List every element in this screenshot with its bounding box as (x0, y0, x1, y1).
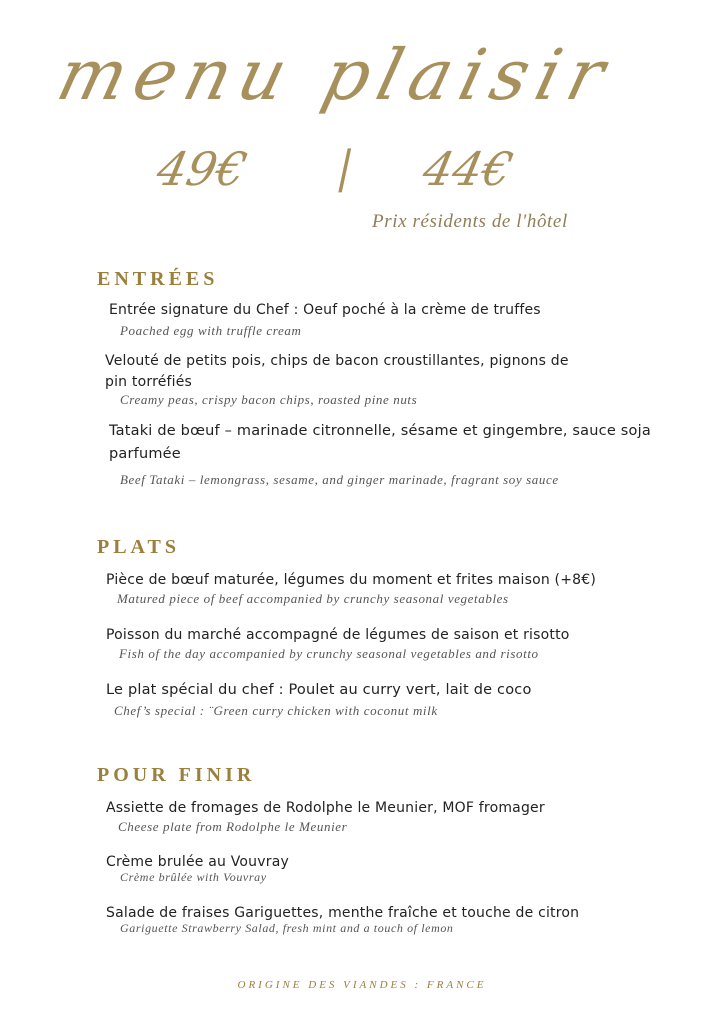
dish-item (106, 903, 666, 936)
price-separator: | (332, 142, 359, 193)
menu-title: menu plaisir (49, 34, 622, 116)
dish-translation: Fish of the day accompanied by crunchy seasonal vegetables and risotto (119, 646, 539, 661)
dish-item (106, 680, 666, 719)
price-residents: 44€ (418, 142, 518, 196)
dish-translation: Chef’s special : ¨Green curry chicken with coconut milk (114, 703, 438, 718)
dish-name: Le plat spécial du chef : Poulet au curry vert, lait de coco (106, 682, 532, 698)
dish-item (106, 852, 666, 885)
dish-name: Tataki de bœuf – marinade citronnelle, sésame et gingembre, sauce soja parfumée (109, 423, 651, 462)
section-title-plats: PLATS (97, 536, 180, 558)
dish-translation: Crème brûlée with Vouvray (120, 870, 267, 884)
dish-item (106, 570, 666, 607)
dish-name: Entrée signature du Chef : Oeuf poché à la crème de truffes (109, 302, 541, 318)
dish-item (109, 300, 629, 339)
dish-name: Assiette de fromages de Rodolphe le Meunier, MOF fromager (106, 800, 545, 816)
dish-translation: Matured piece of beef accompanied by crunchy seasonal vegetables (117, 591, 509, 606)
dish-translation: Gariguette Strawberry Salad, fresh mint and a touch of lemon (120, 921, 454, 935)
dish-translation: Creamy peas, crispy bacon chips, roasted pine nuts (120, 392, 418, 407)
dish-name: Velouté de petits pois, chips de bacon croustillantes, pignons de pin torréfiés (105, 353, 569, 390)
dish-item (106, 625, 666, 662)
dish-name: Pièce de bœuf maturée, légumes du moment et frites maison (+8€) (106, 572, 597, 588)
dish-translation: Cheese plate from Rodolphe le Meunier (118, 819, 348, 834)
dish-item (106, 798, 666, 835)
dish-translation: Poached egg with truffle cream (120, 323, 302, 338)
dish-item (105, 351, 595, 408)
dish-name: Salade de fraises Gariguettes, menthe fraîche et touche de citron (106, 905, 580, 921)
dish-translation: Beef Tataki – lemongrass, sesame, and ginger marinade, fragrant soy sauce (120, 472, 559, 487)
dish-name: Poisson du marché accompagné de légumes de saison et risotto (106, 627, 570, 643)
residents-label: Prix résidents de l'hôtel (372, 211, 568, 232)
footer-note: ORIGINE DES VIANDES : FRANCE (237, 979, 487, 991)
section-title-entrees: ENTRÉES (97, 268, 219, 290)
dish-item (109, 420, 657, 488)
price-main: 49€ (152, 142, 252, 196)
dish-name: Crème brulée au Vouvray (106, 854, 289, 870)
section-title-pour-finir: POUR FINIR (97, 764, 256, 786)
